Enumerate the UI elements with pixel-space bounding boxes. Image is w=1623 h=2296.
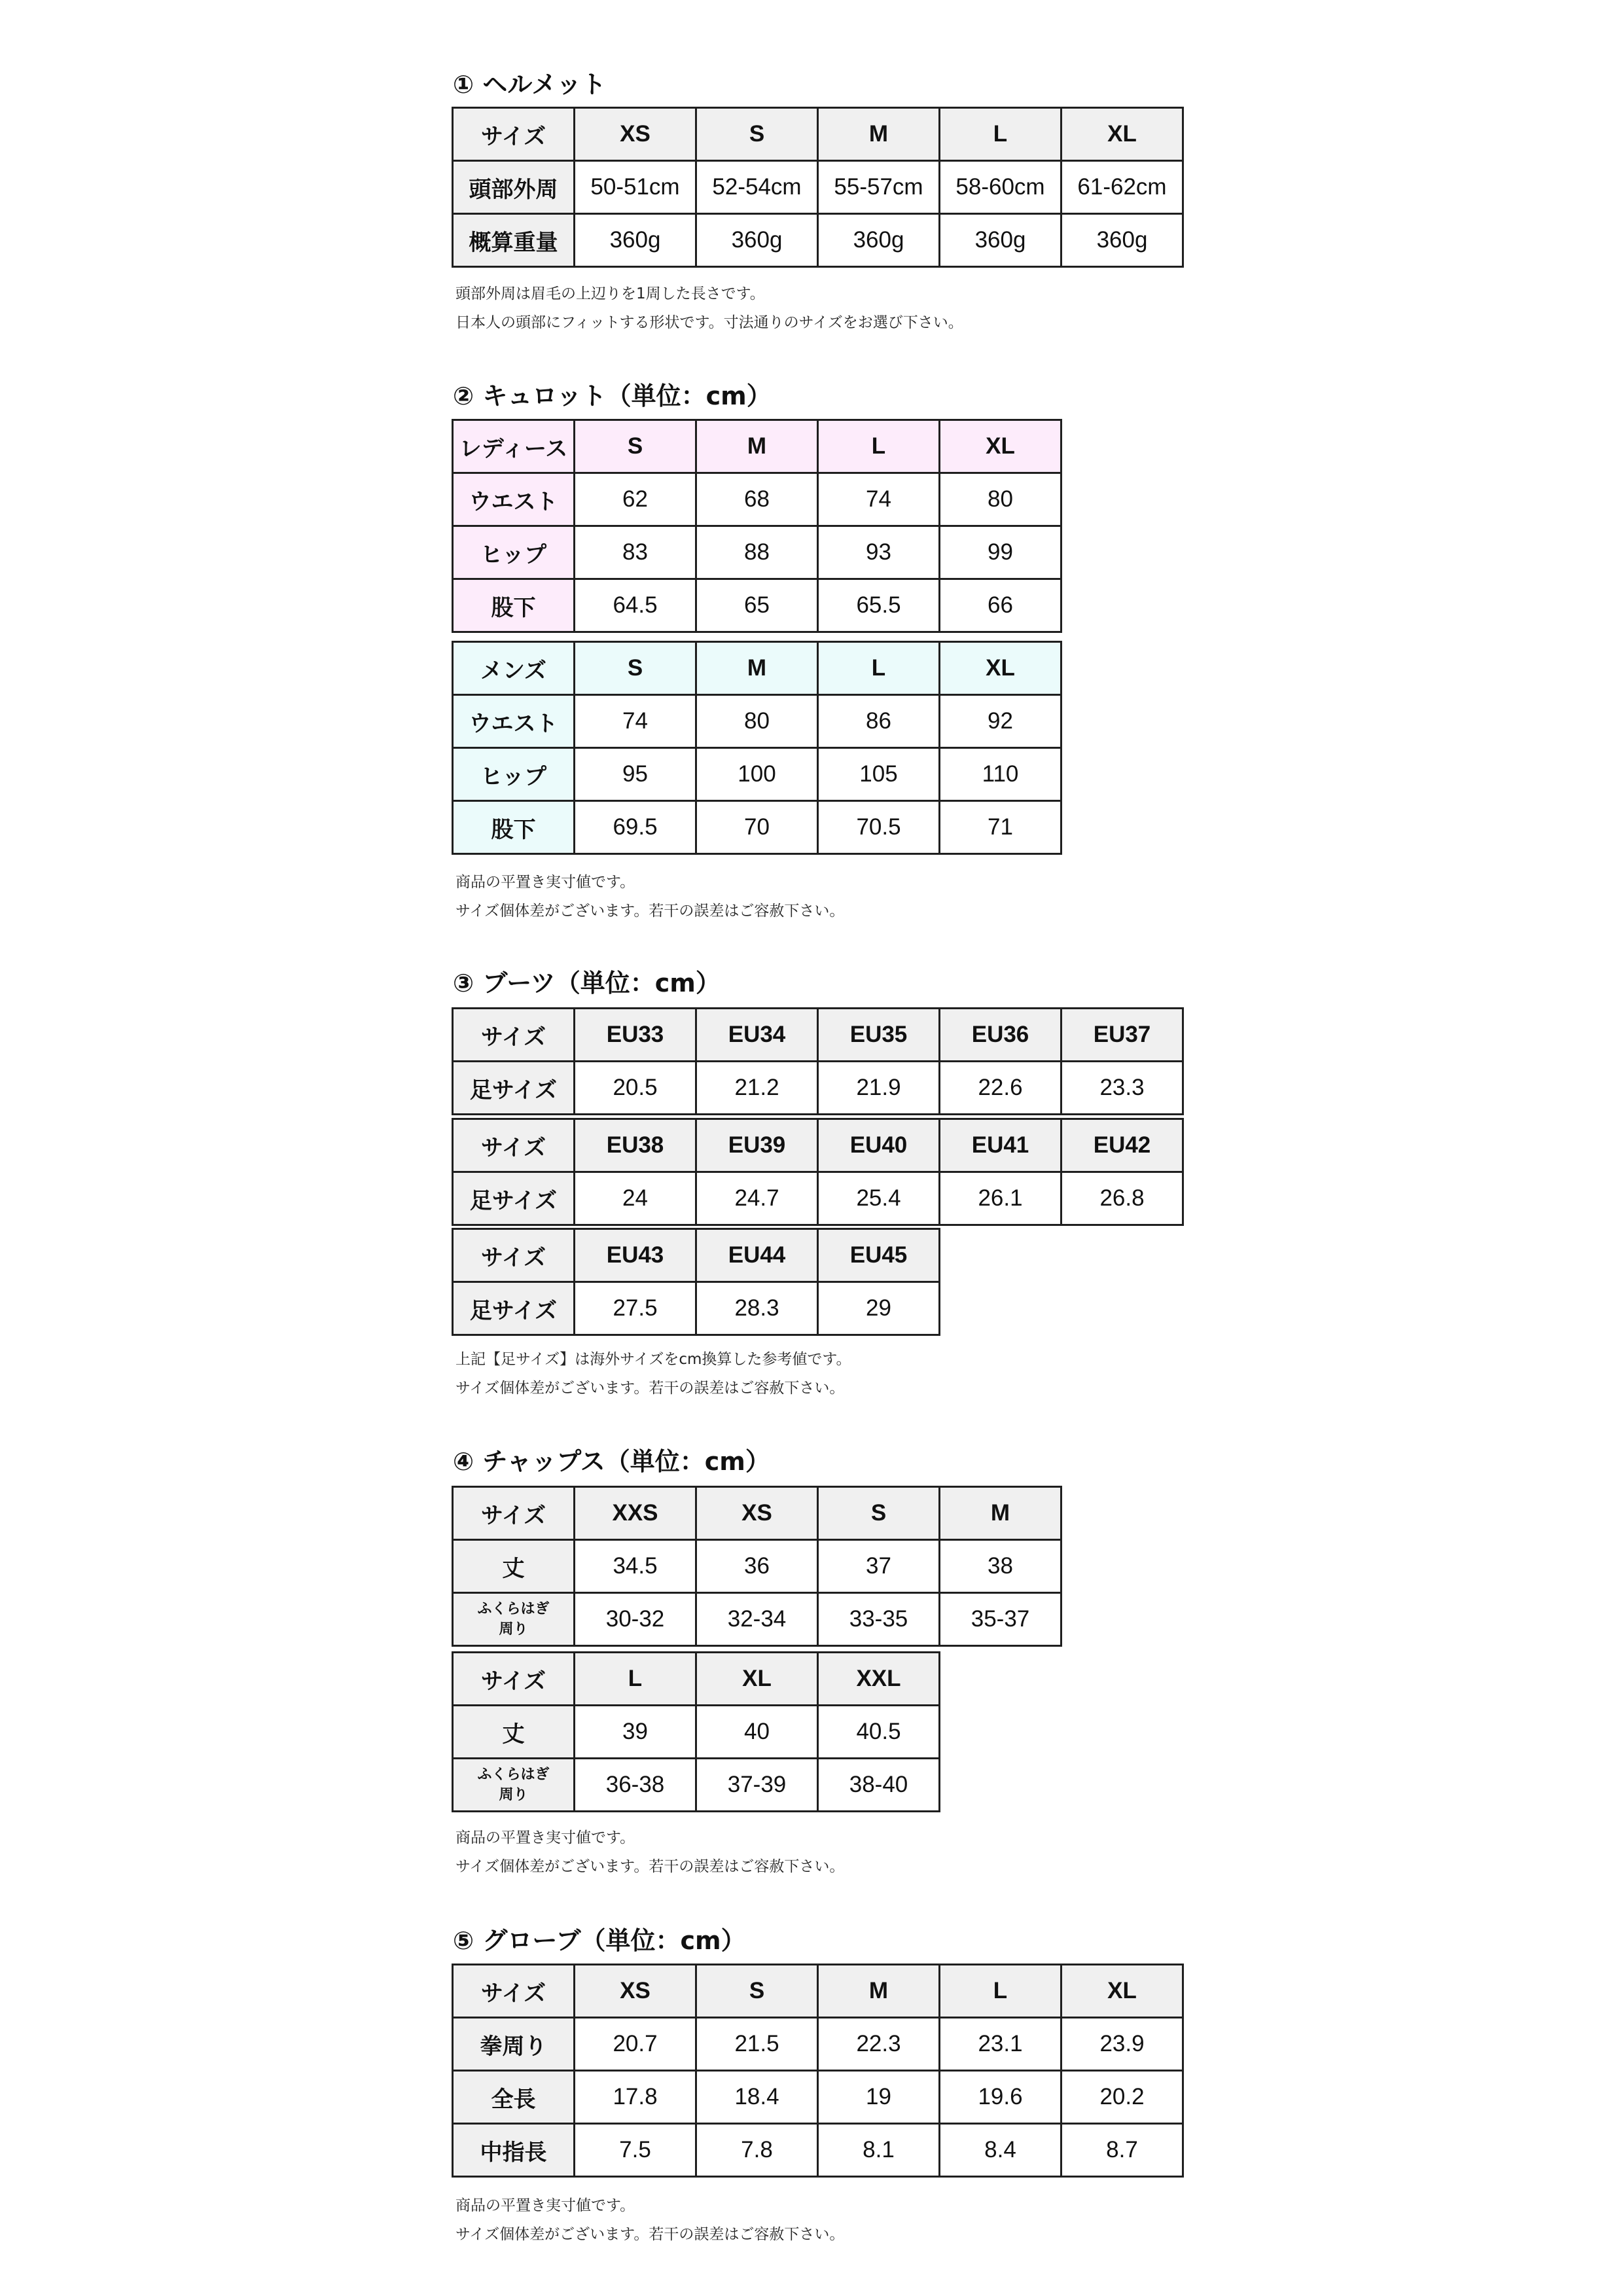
table-cell: 32-34 [696,1593,818,1646]
header-cell: XL [1061,1965,1183,2018]
table-cell: 20.5 [575,1062,696,1115]
table-cell: 99 [940,526,1061,579]
table-cell: 17.8 [575,2071,696,2124]
header-cell: S [696,108,818,161]
table-cell: 20.7 [575,2018,696,2071]
table-row [453,2124,1183,2177]
table-cell: 62 [575,473,696,526]
table-cell: 100 [696,748,818,801]
table-cell: 360g [1061,214,1183,267]
header-cell: EU36 [940,1009,1061,1062]
table-header-row [453,1653,940,1706]
table-cell: 80 [696,695,818,748]
table-cell: 22.3 [818,2018,940,2071]
chaps-note: サイズ個体差がございます。若干の誤差はご容赦下さい。 [455,1858,845,1875]
boots-note: 上記【足サイズ】は海外サイズをcm換算した参考値です。 [455,1351,851,1368]
header-cell: XXL [818,1653,940,1706]
header-cell: EU37 [1061,1009,1183,1062]
table-cell: 19.6 [940,2071,1061,2124]
header-cell: サイズ [453,108,575,161]
header-cell: XS [696,1487,818,1540]
header-cell: L [818,420,940,473]
table-cell: 18.4 [696,2071,818,2124]
table-cell: 66 [940,579,1061,632]
table-cell: 8.1 [818,2124,940,2177]
table-cell: 64.5 [575,579,696,632]
table-cell: 8.7 [1061,2124,1183,2177]
table-cell: 74 [818,473,940,526]
header-cell: EU45 [818,1229,940,1282]
header-cell: XXS [575,1487,696,1540]
table-cell: 50-51cm [575,161,696,214]
gloves-title: ⑤ グローブ（単位：cm） [453,1926,746,1955]
table-cell: 25.4 [818,1172,940,1225]
table-row [453,748,1061,801]
table-cell: 95 [575,748,696,801]
table-header-row [453,108,1183,161]
table-cell: 105 [818,748,940,801]
table-cell: 35-37 [940,1593,1061,1646]
table-row [453,1172,1183,1225]
table-cell: 30-32 [575,1593,696,1646]
gloves-note: 商品の平置き実寸値です。 [455,2197,635,2214]
boots-size-table [452,1228,940,1336]
row-label: ウエスト [453,695,575,748]
table-cell: 65.5 [818,579,940,632]
header-cell: L [940,108,1061,161]
calf-label-line: 周り [499,1787,528,1803]
header-cell: XL [696,1653,818,1706]
table-cell: 36-38 [575,1759,696,1812]
header-cell: S [575,642,696,695]
table-cell: 71 [940,801,1061,854]
chaps-title: ④ チャップス（単位：cm） [453,1447,770,1476]
table-row [453,1706,940,1759]
row-label: 丈 [453,1540,575,1593]
culotte-title: ② キュロット（単位：cm） [453,382,772,410]
header-cell: M [818,1965,940,2018]
culotte-ladies-table [452,419,1062,633]
header-cell: L [940,1965,1061,2018]
table-cell: 38 [940,1540,1061,1593]
row-label: 足サイズ [453,1062,575,1115]
table-cell: 69.5 [575,801,696,854]
header-cell: EU43 [575,1229,696,1282]
table-cell: 110 [940,748,1061,801]
table-cell: 7.8 [696,2124,818,2177]
table-cell: 360g [575,214,696,267]
header-cell: サイズ [453,1965,575,2018]
header-cell: EU44 [696,1229,818,1282]
table-cell: 23.3 [1061,1062,1183,1115]
table-cell: 37 [818,1540,940,1593]
row-label: 股下 [453,579,575,632]
table-cell: 93 [818,526,940,579]
table-row [453,1593,1061,1646]
row-label: 拳周り [453,2018,575,2071]
table-header-row [453,1009,1183,1062]
row-label: 足サイズ [453,1172,575,1225]
table-cell: 19 [818,2071,940,2124]
table-cell: 65 [696,579,818,632]
table-cell: 58-60cm [940,161,1061,214]
table-cell: 23.1 [940,2018,1061,2071]
table-cell: 88 [696,526,818,579]
boots-size-table [452,1007,1184,1115]
header-cell: L [818,642,940,695]
table-row [453,526,1061,579]
header-cell: XL [1061,108,1183,161]
table-cell: 20.2 [1061,2071,1183,2124]
header-cell: XS [575,108,696,161]
helmet-title: ① ヘルメット [453,70,607,99]
culotte-note: 商品の平置き実寸値です。 [455,874,635,891]
table-cell: 80 [940,473,1061,526]
table-cell: 61-62cm [1061,161,1183,214]
table-row [453,1540,1061,1593]
table-cell: 22.6 [940,1062,1061,1115]
table-row [453,2018,1183,2071]
header-cell: M [696,420,818,473]
header-cell: S [575,420,696,473]
row-label: 全長 [453,2071,575,2124]
gloves-size-table [452,1964,1184,2178]
culotte-mens-table [452,641,1062,855]
table-cell: 21.9 [818,1062,940,1115]
header-cell: M [940,1487,1061,1540]
chaps-size-table [452,1486,1062,1647]
table-row [453,1062,1183,1115]
table-cell: 29 [818,1282,940,1335]
header-cell: EU33 [575,1009,696,1062]
table-row [453,1282,940,1335]
header-cell: EU34 [696,1009,818,1062]
row-label: ウエスト [453,473,575,526]
header-cell: XS [575,1965,696,2018]
table-cell: 37-39 [696,1759,818,1812]
header-cell: レディース [453,420,575,473]
table-cell: 36 [696,1540,818,1593]
boots-note: サイズ個体差がございます。若干の誤差はご容赦下さい。 [455,1380,845,1397]
helmet-size-table [452,107,1184,268]
table-row [453,1759,940,1812]
table-cell: 34.5 [575,1540,696,1593]
calf-label-line: ふくらはぎ [477,1601,550,1617]
row-label: 頭部外周 [453,161,575,214]
table-cell: 86 [818,695,940,748]
calf-label-line: ふくらはぎ [477,1767,550,1783]
table-cell: 23.9 [1061,2018,1183,2071]
chaps-size-table [452,1651,940,1812]
table-cell: 27.5 [575,1282,696,1335]
table-cell: 68 [696,473,818,526]
table-cell: 55-57cm [818,161,940,214]
table-cell: 26.1 [940,1172,1061,1225]
header-cell: EU35 [818,1009,940,1062]
header-cell: XL [940,642,1061,695]
table-cell: 70 [696,801,818,854]
header-cell: サイズ [453,1653,575,1706]
table-header-row [453,1965,1183,2018]
chaps-note: 商品の平置き実寸値です。 [455,1829,635,1846]
table-cell: 360g [696,214,818,267]
table-cell: 24.7 [696,1172,818,1225]
header-cell: サイズ [453,1119,575,1172]
row-label: 足サイズ [453,1282,575,1335]
header-cell: M [818,108,940,161]
table-header-row [453,642,1061,695]
header-cell: サイズ [453,1229,575,1282]
table-row [453,801,1061,854]
row-label: 股下 [453,801,575,854]
table-header-row [453,1119,1183,1172]
table-cell: 83 [575,526,696,579]
header-cell: EU40 [818,1119,940,1172]
table-cell: 92 [940,695,1061,748]
gloves-note: サイズ個体差がございます。若干の誤差はご容赦下さい。 [455,2226,845,2243]
table-row [453,161,1183,214]
table-cell: 24 [575,1172,696,1225]
row-label [453,1593,575,1646]
row-label: ヒップ [453,526,575,579]
row-label: ヒップ [453,748,575,801]
boots-title: ③ ブーツ（単位：cm） [453,969,721,997]
table-cell: 26.8 [1061,1172,1183,1225]
table-row [453,695,1061,748]
table-header-row [453,420,1061,473]
table-cell: 7.5 [575,2124,696,2177]
table-cell: 33-35 [818,1593,940,1646]
table-cell: 360g [940,214,1061,267]
table-cell: 21.2 [696,1062,818,1115]
header-cell: メンズ [453,642,575,695]
table-cell: 38-40 [818,1759,940,1812]
table-cell: 39 [575,1706,696,1759]
table-cell: 360g [818,214,940,267]
table-cell: 52-54cm [696,161,818,214]
row-label: 中指長 [453,2124,575,2177]
header-cell: EU39 [696,1119,818,1172]
table-cell: 40.5 [818,1706,940,1759]
header-cell: S [696,1965,818,2018]
culotte-note: サイズ個体差がございます。若干の誤差はご容赦下さい。 [455,903,845,920]
row-label: 丈 [453,1706,575,1759]
table-cell: 28.3 [696,1282,818,1335]
header-cell: EU38 [575,1119,696,1172]
header-cell: サイズ [453,1009,575,1062]
boots-size-table [452,1118,1184,1226]
helmet-note: 頭部外周は眉毛の上辺りを1周した長さです。 [455,285,765,302]
row-label [453,1759,575,1812]
calf-label-line: 周り [499,1621,528,1638]
table-cell: 8.4 [940,2124,1061,2177]
header-cell: L [575,1653,696,1706]
table-cell: 70.5 [818,801,940,854]
table-header-row [453,1487,1061,1540]
header-cell: EU42 [1061,1119,1183,1172]
header-cell: XL [940,420,1061,473]
table-row [453,579,1061,632]
header-cell: S [818,1487,940,1540]
row-label: 概算重量 [453,214,575,267]
table-row [453,214,1183,267]
header-cell: EU41 [940,1119,1061,1172]
table-row [453,473,1061,526]
header-cell: サイズ [453,1487,575,1540]
table-row [453,2071,1183,2124]
table-cell: 74 [575,695,696,748]
table-cell: 21.5 [696,2018,818,2071]
helmet-note: 日本人の頭部にフィットする形状です。寸法通りのサイズをお選び下さい。 [455,314,963,331]
header-cell: M [696,642,818,695]
table-header-row [453,1229,940,1282]
table-cell: 40 [696,1706,818,1759]
